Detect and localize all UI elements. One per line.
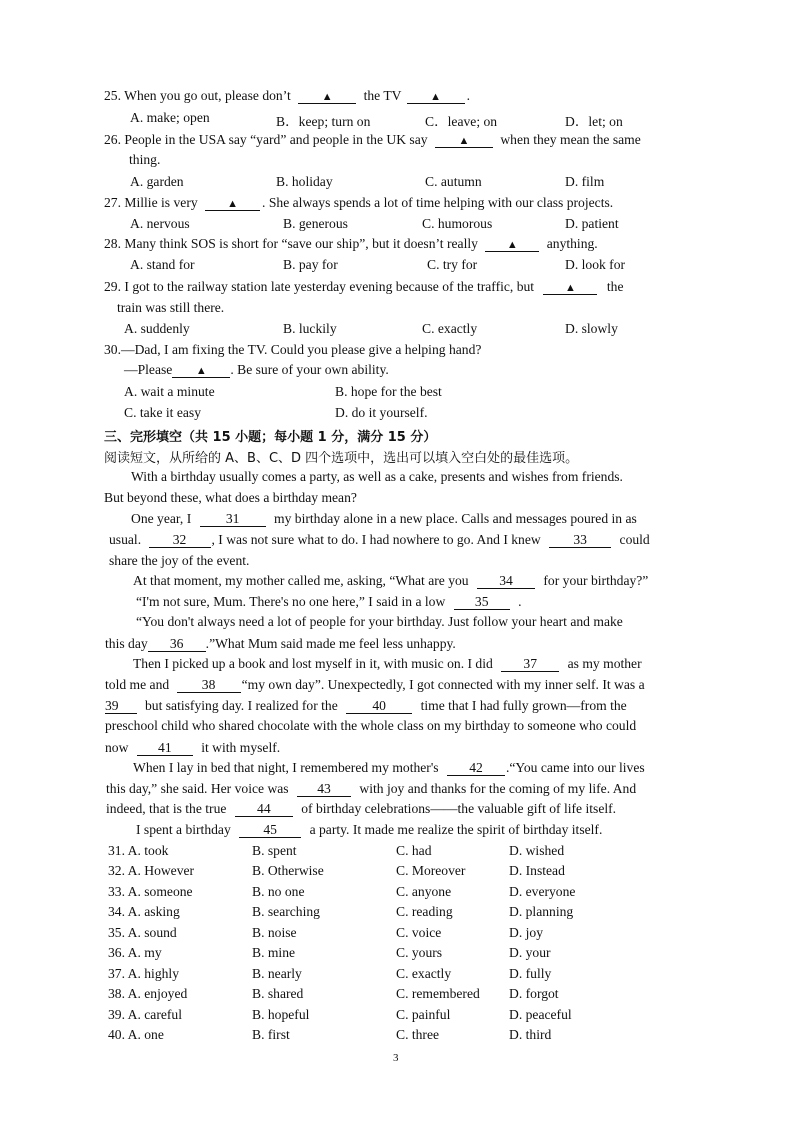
q26-option-a[interactable]: A. garden bbox=[130, 174, 184, 189]
q30-option-c[interactable]: C. take it easy bbox=[124, 405, 202, 420]
q26-stem: 26. People in the USA say “yard” and people in the UK say ▲ when they mean the same bbox=[104, 132, 641, 147]
blank-32[interactable]: 32 bbox=[149, 532, 211, 548]
q26-stem-cont: thing. bbox=[129, 152, 161, 167]
q29-blank[interactable]: ▲ bbox=[543, 279, 597, 295]
q29-option-d[interactable]: D. slowly bbox=[565, 321, 618, 336]
q29-option-a[interactable]: A. suddenly bbox=[124, 321, 190, 336]
q29-stem-cont: train was still there. bbox=[117, 300, 225, 315]
choice-32-c[interactable]: C. Moreover bbox=[396, 863, 466, 878]
choice-34-d[interactable]: D. planning bbox=[509, 904, 574, 919]
q26-option-d[interactable]: D. film bbox=[565, 174, 605, 189]
passage-line: preschool child who shared chocolate with the whole class on my birthday to someone who could bbox=[105, 718, 637, 733]
blank-38[interactable]: 38 bbox=[177, 677, 241, 693]
choice-34-c[interactable]: C. reading bbox=[396, 904, 453, 919]
page-number: 3 bbox=[393, 1052, 399, 1064]
q25-option-b[interactable]: B．keep; turn on bbox=[276, 114, 371, 129]
q28-option-a[interactable]: A. stand for bbox=[130, 257, 195, 272]
blank-35[interactable]: 35 bbox=[454, 594, 510, 610]
q30-option-d[interactable]: D. do it yourself. bbox=[335, 405, 428, 420]
q26-blank[interactable]: ▲ bbox=[435, 132, 493, 148]
passage-line: this day 36 .”What Mum said made me feel less unhappy. bbox=[105, 636, 456, 651]
passage-line: share the joy of the event. bbox=[109, 553, 250, 568]
blank-39[interactable]: 39 bbox=[105, 698, 137, 714]
choice-36-b[interactable]: B. mine bbox=[252, 945, 296, 960]
choice-35-c[interactable]: C. voice bbox=[396, 925, 442, 940]
q27-option-a[interactable]: A. nervous bbox=[130, 216, 190, 231]
choice-31-d[interactable]: D. wished bbox=[509, 843, 565, 858]
blank-31[interactable]: 31 bbox=[200, 511, 266, 527]
passage-line: this day,” she said. Her voice was 43 with joy and thanks for the coming of my life. And bbox=[106, 781, 637, 796]
choice-39-c[interactable]: C. painful bbox=[396, 1007, 451, 1022]
section-heading: 三、完形填空（共 15 小题；每小题 1 分，满分 15 分） bbox=[104, 430, 437, 445]
q28-stem: 28. Many think SOS is short for “save our ship”, but it doesn’t really ▲ anything. bbox=[104, 236, 598, 251]
choice-37-c[interactable]: C. exactly bbox=[396, 966, 452, 981]
choice-36-c[interactable]: C. yours bbox=[396, 945, 443, 960]
passage-line: With a birthday usually comes a party, as well as a cake, presents and wishes from friends. bbox=[131, 469, 623, 484]
q25-option-d[interactable]: D．let; on bbox=[565, 114, 623, 129]
choice-31-a[interactable]: 31. A. took bbox=[108, 843, 169, 858]
passage-line: told me and 38 “my own day”. Unexpectedly, I got connected with my inner self. It was a bbox=[105, 677, 645, 692]
blank-37[interactable]: 37 bbox=[501, 656, 559, 672]
blank-34[interactable]: 34 bbox=[477, 573, 535, 589]
passage-line: “You don't always need a lot of people for your birthday. Just follow your heart and make bbox=[136, 614, 623, 629]
choice-33-a[interactable]: 33. A. someone bbox=[108, 884, 193, 899]
passage-line: 39 but satisfying day. I realized for the 40 time that I had fully grown—from the bbox=[105, 698, 627, 713]
passage-line: “I'm not sure, Mum. There's no one here,” I said in a low 35 . bbox=[136, 594, 522, 609]
q27-blank[interactable]: ▲ bbox=[205, 195, 260, 211]
blank-45[interactable]: 45 bbox=[239, 822, 301, 838]
passage-line: indeed, that is the true 44 of birthday celebrations——the valuable gift of life itself. bbox=[106, 801, 617, 816]
passage-line: One year, I 31 my birthday alone in a new place. Calls and messages poured in as bbox=[131, 511, 637, 526]
q30-blank[interactable]: ▲ bbox=[172, 362, 230, 378]
passage-line: But beyond these, what does a birthday mean? bbox=[104, 490, 357, 505]
q30-option-a[interactable]: A. wait a minute bbox=[124, 384, 215, 399]
q25-blank-2[interactable]: ▲ bbox=[407, 88, 465, 104]
choice-39-b[interactable]: B. hopeful bbox=[252, 1007, 310, 1022]
passage-line: I spent a birthday 45 a party. It made me realize the spirit of birthday itself. bbox=[136, 822, 603, 837]
choice-31-b[interactable]: B. spent bbox=[252, 843, 297, 858]
choice-34-b[interactable]: B. searching bbox=[252, 904, 320, 919]
q27-option-b[interactable]: B. generous bbox=[283, 216, 348, 231]
choice-32-b[interactable]: B. Otherwise bbox=[252, 863, 324, 878]
choice-38-c[interactable]: C. remembered bbox=[396, 986, 480, 1001]
choice-39-d[interactable]: D. peaceful bbox=[509, 1007, 572, 1022]
q29-stem: 29. I got to the railway station late yesterday evening because of the traffic, but ▲ the bbox=[104, 279, 624, 294]
choice-35-a[interactable]: 35. A. sound bbox=[108, 925, 177, 940]
choice-35-b[interactable]: B. noise bbox=[252, 925, 297, 940]
blank-41[interactable]: 41 bbox=[137, 740, 193, 756]
choice-33-b[interactable]: B. no one bbox=[252, 884, 305, 899]
q25-stem: 25. When you go out, please don’t ▲ the TV ▲ . bbox=[104, 88, 471, 103]
q28-option-b[interactable]: B. pay for bbox=[283, 257, 338, 272]
q28-blank[interactable]: ▲ bbox=[485, 236, 539, 252]
q30-reply: —Please ▲ . Be sure of your own ability. bbox=[124, 362, 389, 377]
choice-35-d[interactable]: D. joy bbox=[509, 925, 543, 940]
choice-33-d[interactable]: D. everyone bbox=[509, 884, 576, 899]
q29-option-b[interactable]: B. luckily bbox=[283, 321, 337, 336]
choice-40-c[interactable]: C. three bbox=[396, 1027, 440, 1042]
q27-stem: 27. Millie is very ▲ . She always spends a lot of time helping with our class projects. bbox=[104, 195, 614, 210]
blank-43[interactable]: 43 bbox=[297, 781, 351, 797]
blank-40[interactable]: 40 bbox=[346, 698, 412, 714]
blank-44[interactable]: 44 bbox=[235, 801, 293, 817]
choice-39-a[interactable]: 39. A. careful bbox=[108, 1007, 182, 1022]
choice-38-a[interactable]: 38. A. enjoyed bbox=[108, 986, 188, 1001]
choice-34-a[interactable]: 34. A. asking bbox=[108, 904, 180, 919]
choice-40-b[interactable]: B. first bbox=[252, 1027, 290, 1042]
q25-blank-1[interactable]: ▲ bbox=[298, 88, 356, 104]
passage-line: Then I picked up a book and lost myself in it, with music on. I did 37 as my mother bbox=[133, 656, 642, 671]
choice-38-d[interactable]: D. forgot bbox=[509, 986, 559, 1001]
q28-option-c[interactable]: C. try for bbox=[427, 257, 478, 272]
passage-line: usual. 32 , I was not sure what to do. I had nowhere to go. And I knew 33 could bbox=[109, 532, 650, 547]
choice-33-c[interactable]: C. anyone bbox=[396, 884, 452, 899]
choice-37-d[interactable]: D. fully bbox=[509, 966, 552, 981]
passage-line: At that moment, my mother called me, asking, “What are you 34 for your birthday?” bbox=[133, 573, 649, 588]
choice-36-d[interactable]: D. your bbox=[509, 945, 551, 960]
blank-42[interactable]: 42 bbox=[447, 760, 505, 776]
q27-option-c[interactable]: C. humorous bbox=[422, 216, 493, 231]
section-instruction: 阅读短文，从所给的 A、B、C、D 四个选项中，选出可以填入空白处的最佳选项。 bbox=[104, 451, 579, 466]
choice-31-c[interactable]: C. had bbox=[396, 843, 432, 858]
q29-option-c[interactable]: C. exactly bbox=[422, 321, 478, 336]
q26-option-b[interactable]: B. holiday bbox=[276, 174, 333, 189]
q30-stem: 30.—Dad, I am fixing the TV. Could you please give a helping hand? bbox=[104, 342, 482, 357]
choice-32-a[interactable]: 32. A. However bbox=[108, 863, 195, 878]
blank-36[interactable]: 36 bbox=[148, 636, 206, 652]
choice-37-a[interactable]: 37. A. highly bbox=[108, 966, 179, 981]
passage-line: now 41 it with myself. bbox=[105, 740, 281, 755]
choice-36-a[interactable]: 36. A. my bbox=[108, 945, 162, 960]
choice-38-b[interactable]: B. shared bbox=[252, 986, 304, 1001]
choice-32-d[interactable]: D. Instead bbox=[509, 863, 565, 878]
choice-40-a[interactable]: 40. A. one bbox=[108, 1027, 164, 1042]
q25-option-c[interactable]: C．leave; on bbox=[425, 114, 498, 129]
q27-option-d[interactable]: D. patient bbox=[565, 216, 619, 231]
choice-37-b[interactable]: B. nearly bbox=[252, 966, 302, 981]
q28-option-d[interactable]: D. look for bbox=[565, 257, 626, 272]
q26-option-c[interactable]: C. autumn bbox=[425, 174, 482, 189]
q25-option-a[interactable]: A. make; open bbox=[130, 110, 210, 125]
passage-line: When I lay in bed that night, I remembered my mother's 42 .“You came into our lives bbox=[133, 760, 645, 775]
q30-option-b[interactable]: B. hope for the best bbox=[335, 384, 442, 399]
choice-40-d[interactable]: D. third bbox=[509, 1027, 552, 1042]
blank-33[interactable]: 33 bbox=[549, 532, 611, 548]
